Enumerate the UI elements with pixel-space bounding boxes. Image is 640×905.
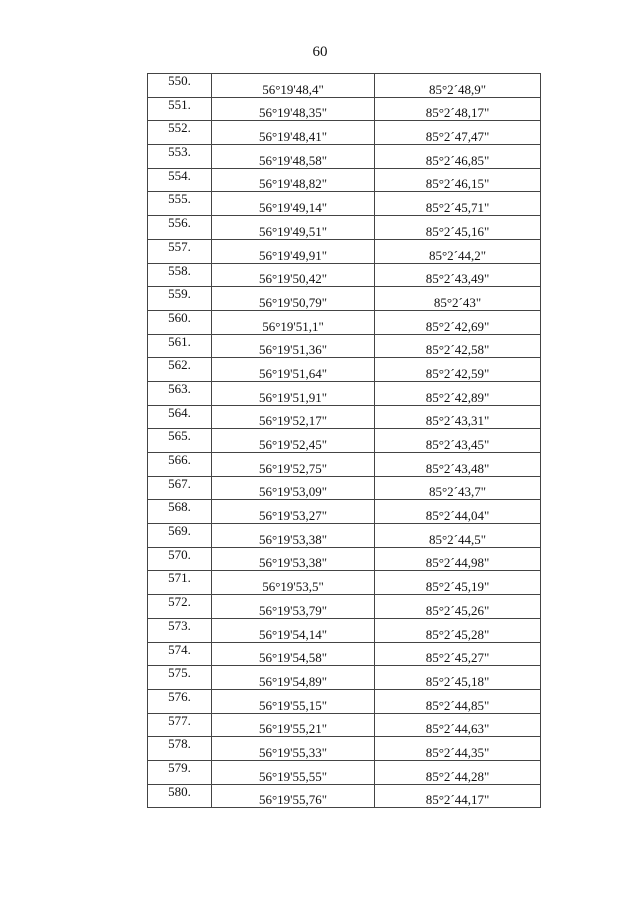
- point-number-cell: 563.: [148, 381, 212, 405]
- table-row: [148, 618, 541, 642]
- longitude-cell: 85°2´45,27": [375, 642, 541, 666]
- latitude-cell: 56°19'54,58": [212, 642, 375, 666]
- table-row: [148, 524, 541, 548]
- longitude-cell: 85°2´43,31": [375, 405, 541, 429]
- latitude-cell: 56°19'49,51": [212, 216, 375, 240]
- point-number-cell: 550.: [148, 74, 212, 98]
- latitude-cell: 56°19'53,38": [212, 524, 375, 548]
- latitude-cell: 56°19'51,1": [212, 310, 375, 334]
- table-row: [148, 216, 541, 240]
- latitude-cell: 56°19'48,41": [212, 121, 375, 145]
- table-row: [148, 453, 541, 477]
- table-row: [148, 760, 541, 784]
- latitude-cell: 56°19'53,79": [212, 595, 375, 619]
- longitude-cell: 85°2´44,17": [375, 784, 541, 808]
- longitude-cell: 85°2´46,85": [375, 145, 541, 169]
- table-row: [148, 595, 541, 619]
- latitude-cell: 56°19'54,89": [212, 666, 375, 690]
- table-row: [148, 97, 541, 121]
- table-row: [148, 642, 541, 666]
- latitude-cell: 56°19'48,58": [212, 145, 375, 169]
- longitude-cell: 85°2´43,7": [375, 476, 541, 500]
- point-number-cell: 554.: [148, 168, 212, 192]
- point-number-cell: 574.: [148, 642, 212, 666]
- latitude-cell: 56°19'55,55": [212, 760, 375, 784]
- longitude-cell: 85°2´45,71": [375, 192, 541, 216]
- point-number-cell: 578.: [148, 737, 212, 761]
- latitude-cell: 56°19'55,33": [212, 737, 375, 761]
- longitude-cell: 85°2´43,45": [375, 429, 541, 453]
- latitude-cell: 56°19'49,91": [212, 239, 375, 263]
- point-number-cell: 572.: [148, 595, 212, 619]
- longitude-cell: 85°2´45,26": [375, 595, 541, 619]
- table-row: [148, 358, 541, 382]
- longitude-cell: 85°2´44,98": [375, 547, 541, 571]
- table-row: [148, 666, 541, 690]
- latitude-cell: 56°19'55,76": [212, 784, 375, 808]
- point-number-cell: 577.: [148, 713, 212, 737]
- coordinates-table: [147, 73, 541, 808]
- table-row: [148, 784, 541, 808]
- longitude-cell: 85°2´42,69": [375, 310, 541, 334]
- latitude-cell: 56°19'53,5": [212, 571, 375, 595]
- latitude-cell: 56°19'52,45": [212, 429, 375, 453]
- latitude-cell: 56°19'50,42": [212, 263, 375, 287]
- table-row: [148, 121, 541, 145]
- point-number-cell: 556.: [148, 216, 212, 240]
- latitude-cell: 56°19'53,38": [212, 547, 375, 571]
- latitude-cell: 56°19'51,91": [212, 381, 375, 405]
- table-row: [148, 168, 541, 192]
- point-number-cell: 560.: [148, 310, 212, 334]
- longitude-cell: 85°2´43": [375, 287, 541, 311]
- point-number-cell: 570.: [148, 547, 212, 571]
- latitude-cell: 56°19'53,27": [212, 500, 375, 524]
- table-row: [148, 405, 541, 429]
- table-row: [148, 263, 541, 287]
- longitude-cell: 85°2´44,04": [375, 500, 541, 524]
- table-row: [148, 145, 541, 169]
- longitude-cell: 85°2´44,28": [375, 760, 541, 784]
- point-number-cell: 557.: [148, 239, 212, 263]
- latitude-cell: 56°19'49,14": [212, 192, 375, 216]
- longitude-cell: 85°2´42,89": [375, 381, 541, 405]
- page-number: 60: [312, 44, 328, 60]
- point-number-cell: 558.: [148, 263, 212, 287]
- longitude-cell: 85°2´42,58": [375, 334, 541, 358]
- point-number-cell: 559.: [148, 287, 212, 311]
- latitude-cell: 56°19'53,09": [212, 476, 375, 500]
- point-number-cell: 575.: [148, 666, 212, 690]
- point-number-cell: 576.: [148, 689, 212, 713]
- table-row: [148, 74, 541, 98]
- point-number-cell: 567.: [148, 476, 212, 500]
- longitude-cell: 85°2´44,2": [375, 239, 541, 263]
- point-number-cell: 579.: [148, 760, 212, 784]
- table-row: [148, 689, 541, 713]
- point-number-cell: 571.: [148, 571, 212, 595]
- table-row: [148, 310, 541, 334]
- longitude-cell: 85°2´43,48": [375, 453, 541, 477]
- longitude-cell: 85°2´44,5": [375, 524, 541, 548]
- longitude-cell: 85°2´48,9": [375, 74, 541, 98]
- latitude-cell: 56°19'52,17": [212, 405, 375, 429]
- point-number-cell: 573.: [148, 618, 212, 642]
- table-row: [148, 500, 541, 524]
- point-number-cell: 553.: [148, 145, 212, 169]
- table-row: [148, 381, 541, 405]
- point-number-cell: 568.: [148, 500, 212, 524]
- point-number-cell: 561.: [148, 334, 212, 358]
- table-row: [148, 334, 541, 358]
- latitude-cell: 56°19'48,4": [212, 74, 375, 98]
- table-row: [148, 239, 541, 263]
- coordinates-table-body: [148, 74, 541, 808]
- longitude-cell: 85°2´42,59": [375, 358, 541, 382]
- table-row: [148, 713, 541, 737]
- point-number-cell: 555.: [148, 192, 212, 216]
- point-number-cell: 562.: [148, 358, 212, 382]
- longitude-cell: 85°2´45,19": [375, 571, 541, 595]
- longitude-cell: 85°2´43,49": [375, 263, 541, 287]
- point-number-cell: 565.: [148, 429, 212, 453]
- table-row: [148, 287, 541, 311]
- table-row: [148, 429, 541, 453]
- point-number-cell: 551.: [148, 97, 212, 121]
- longitude-cell: 85°2´44,85": [375, 689, 541, 713]
- point-number-cell: 569.: [148, 524, 212, 548]
- point-number-cell: 552.: [148, 121, 212, 145]
- latitude-cell: 56°19'48,35": [212, 97, 375, 121]
- point-number-cell: 580.: [148, 784, 212, 808]
- longitude-cell: 85°2´46,15": [375, 168, 541, 192]
- point-number-cell: 566.: [148, 453, 212, 477]
- latitude-cell: 56°19'51,36": [212, 334, 375, 358]
- longitude-cell: 85°2´44,63": [375, 713, 541, 737]
- table-row: [148, 192, 541, 216]
- latitude-cell: 56°19'50,79": [212, 287, 375, 311]
- latitude-cell: 56°19'54,14": [212, 618, 375, 642]
- longitude-cell: 85°2´45,18": [375, 666, 541, 690]
- latitude-cell: 56°19'52,75": [212, 453, 375, 477]
- longitude-cell: 85°2´44,35": [375, 737, 541, 761]
- longitude-cell: 85°2´47,47": [375, 121, 541, 145]
- latitude-cell: 56°19'55,21": [212, 713, 375, 737]
- table-row: [148, 737, 541, 761]
- latitude-cell: 56°19'48,82": [212, 168, 375, 192]
- longitude-cell: 85°2´45,16": [375, 216, 541, 240]
- latitude-cell: 56°19'55,15": [212, 689, 375, 713]
- longitude-cell: 85°2´48,17": [375, 97, 541, 121]
- table-row: [148, 476, 541, 500]
- longitude-cell: 85°2´45,28": [375, 618, 541, 642]
- point-number-cell: 564.: [148, 405, 212, 429]
- table-row: [148, 547, 541, 571]
- table-row: [148, 571, 541, 595]
- latitude-cell: 56°19'51,64": [212, 358, 375, 382]
